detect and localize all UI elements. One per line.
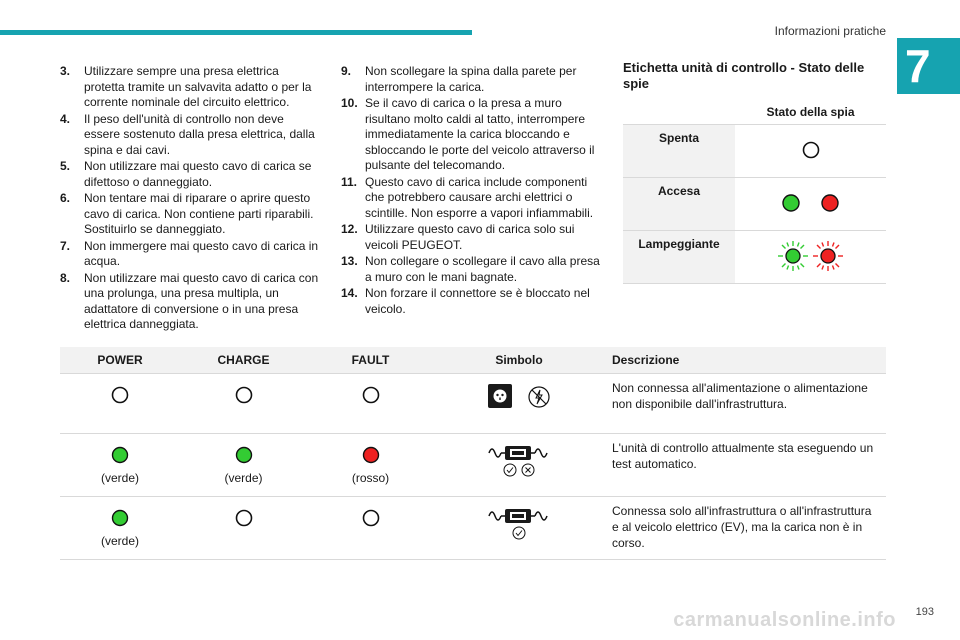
item-text: Non scollegare la spina dalla parete per interrompere la carica. xyxy=(365,64,577,94)
item-text: Non immergere mai questo cavo di carica in acqua. xyxy=(84,238,319,268)
col-fault-header: FAULT xyxy=(307,347,434,374)
item-text: Non forzare il connettore se è bloccato nel veicolo. xyxy=(365,286,590,316)
list-item xyxy=(341,286,603,317)
row-description: Non connessa all'alimentazione o alimentazione non disponibile dall'infrastruttura. xyxy=(604,374,886,434)
charge-lamp-off-icon xyxy=(234,385,254,405)
power-lamp-off-icon xyxy=(110,385,130,405)
item-number: 8. xyxy=(60,270,71,285)
fault-lamp-off-icon xyxy=(361,508,381,528)
power-lamp-green-icon xyxy=(110,508,130,528)
instructions-column-2 xyxy=(341,64,603,318)
item-number: 14. xyxy=(341,286,358,300)
item-number: 3. xyxy=(60,64,71,78)
table-row xyxy=(60,374,886,434)
item-number: 13. xyxy=(341,254,358,268)
item-text: Non tentare mai di riparare o aprire questo cavo di carica. Non contiene parti riparabili. Sostituirlo se danneggiato. xyxy=(84,191,314,236)
fault-lamp-off-icon xyxy=(361,385,381,405)
list-item xyxy=(60,64,320,111)
lamp-green-blinking-icon xyxy=(777,240,809,272)
list-item xyxy=(341,254,603,285)
table-row xyxy=(60,497,886,560)
item-number: 4. xyxy=(60,111,71,126)
check-icon xyxy=(503,463,517,477)
item-text: Se il cavo di carica o la presa a muro risultano molto caldi al tatto, interrompere immediatamente la carica bloccando e sbloccando le porte del veicolo attraverso il pulsante del telecomando. xyxy=(365,96,595,172)
table-row xyxy=(60,434,886,497)
item-text: Questo cavo di carica include componenti che potrebbero causare archi elettrici o scintille. Non esporre a vapori infiammabili. xyxy=(365,174,594,220)
header-accent-bar xyxy=(0,30,472,35)
lamp-red-on-icon xyxy=(819,192,841,214)
item-text: Non collegare o scollegare il cavo alla presa a muro con le mani bagnate. xyxy=(365,254,600,284)
check-icon xyxy=(512,526,526,540)
list-item xyxy=(60,159,320,190)
col-description-header: Descrizione xyxy=(604,347,886,374)
item-text: Il peso dell'unità di controllo non deve essere sostenuto dalla presa elettrica, dalla spina e dai cavi. xyxy=(84,111,315,157)
instructions-column-1 xyxy=(60,64,320,334)
lamp-status-title: Etichetta unità di controllo - Stato delle spie xyxy=(623,60,865,91)
item-text: Non utilizzare mai questo cavo di carica con una prolunga, una presa multipla, un adattatore di conversione o in una presa elettrica danneggiata. xyxy=(84,270,319,331)
charge-lamp-green-icon xyxy=(234,445,254,465)
item-number: 10. xyxy=(341,96,358,110)
list-item xyxy=(60,112,320,159)
list-item xyxy=(341,175,603,222)
lamp-state-blinking-label: Lampeggiante xyxy=(623,231,735,284)
power-lamp-green-icon xyxy=(110,445,130,465)
list-item xyxy=(341,222,603,253)
power-unavailable-icon xyxy=(527,385,551,409)
col-power-header: POWER xyxy=(60,347,180,374)
power-lamp-color: (verde) xyxy=(100,471,139,485)
lamp-red-blinking-icon xyxy=(812,240,844,272)
list-item xyxy=(341,64,603,95)
list-item xyxy=(60,271,320,333)
watermark: carmanualsonline.info xyxy=(673,609,896,631)
col-symbol-header: Simbolo xyxy=(434,347,604,374)
item-number: 11. xyxy=(341,174,358,189)
row-description: L'unità di controllo attualmente sta eseguendo un test automatico. xyxy=(604,434,886,497)
item-text: Non utilizzare mai questo cavo di carica se difettoso o danneggiato. xyxy=(84,159,312,189)
item-number: 5. xyxy=(60,159,71,173)
list-item xyxy=(60,239,320,270)
lamp-green-on-icon xyxy=(780,192,802,214)
wall-socket-icon xyxy=(487,383,513,409)
section-title: Informazioni pratiche xyxy=(774,24,886,38)
control-unit-status-table xyxy=(60,347,886,560)
control-unit-cable-icon xyxy=(488,504,550,526)
row-description: Connessa solo all'infrastruttura o all'infrastruttura e al veicolo elettrico (EV), ma la carica non è in corso. xyxy=(604,497,886,560)
cross-icon xyxy=(521,463,535,477)
page-number: 193 xyxy=(915,606,934,618)
item-number: 12. xyxy=(341,222,358,236)
charge-lamp-off-icon xyxy=(234,508,254,528)
charge-lamp-color: (verde) xyxy=(224,471,263,485)
lamp-status-header: Stato della spia xyxy=(766,104,855,119)
item-number: 9. xyxy=(341,64,352,78)
lamp-status-table xyxy=(623,99,886,284)
item-number: 7. xyxy=(60,238,71,253)
power-lamp-color: (verde) xyxy=(100,534,139,548)
item-text: Utilizzare questo cavo di carica solo sui veicoli PEUGEOT. xyxy=(365,222,575,252)
list-item xyxy=(60,191,320,238)
control-unit-cable-icon xyxy=(488,441,550,463)
fault-lamp-color: (rosso) xyxy=(351,471,390,485)
col-charge-header: CHARGE xyxy=(180,347,307,374)
lamp-state-on-label: Accesa xyxy=(623,178,735,231)
fault-lamp-red-icon xyxy=(361,445,381,465)
list-item xyxy=(341,96,603,174)
lamp-state-off-label: Spenta xyxy=(623,125,735,178)
chapter-number: 7 xyxy=(897,38,960,94)
item-text: Utilizzare sempre una presa elettrica protetta tramite un salvavita adatto o per la corrente nominale del circuito elettrico. xyxy=(84,64,312,109)
item-number: 6. xyxy=(60,191,71,205)
lamp-off-icon xyxy=(801,140,821,160)
